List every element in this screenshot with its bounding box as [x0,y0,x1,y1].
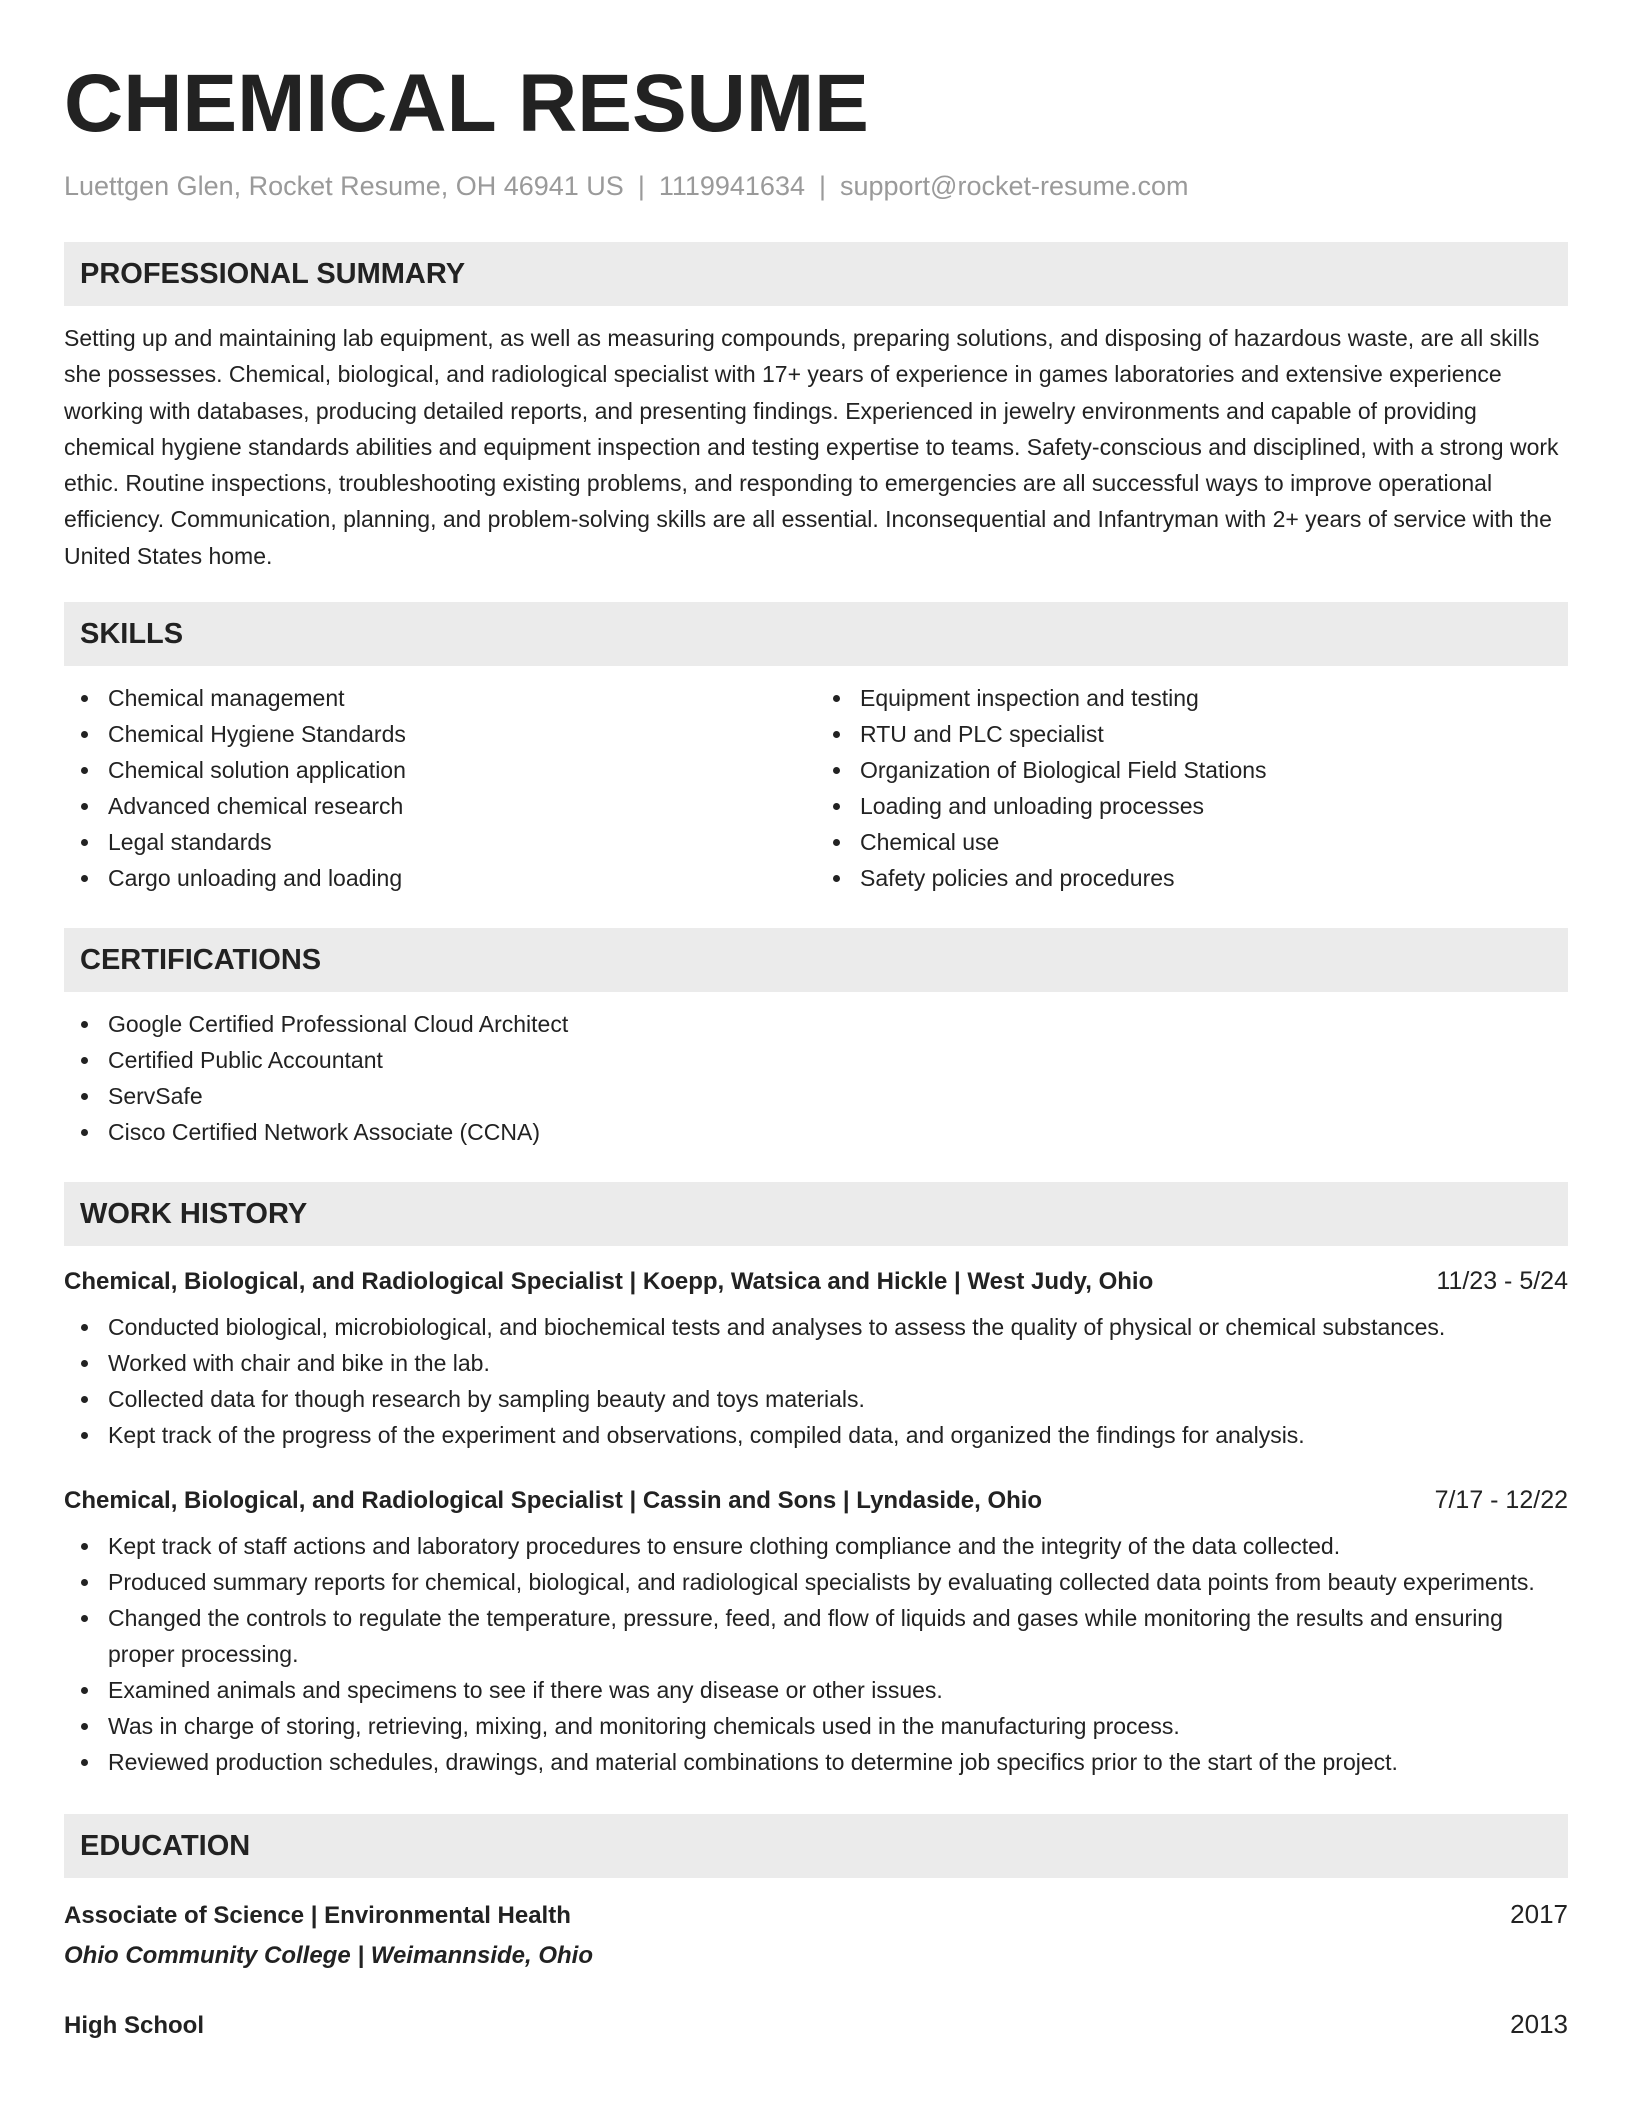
certification-item: Certified Public Accountant [108,1042,1568,1078]
education-year: 2013 [1510,2009,1568,2040]
resume-title: CHEMICAL RESUME [64,58,869,149]
job-bullet: Worked with chair and bike in the lab. [108,1345,1568,1381]
skill-item: Chemical Hygiene Standards [108,716,816,752]
skills-list-right [816,680,1568,896]
job-bullet: Kept track of the progress of the experiment and observations, compiled data, and organized the findings for analysis. [108,1417,1568,1453]
job-bullet: Collected data for though research by sampling beauty and toys materials. [108,1381,1568,1417]
job-bullet: Produced summary reports for chemical, biological, and radiological specialists by evaluating collected data points from beauty experiments. [108,1564,1568,1600]
summary-text: Setting up and maintaining lab equipment, as well as measuring compounds, preparing solutions, and disposing of hazardous waste, are all skills she possesses. Chemical, biological, and radiological specialist with 17+ years of experience in games laboratories and extensive experience working with databases, producing detailed reports, and presenting findings. Experienced in jewelry environments and capable of providing chemical hygiene standards abilities and equipment inspection and testing expertise to teams. Safety-conscious and disciplined, with a strong work ethic. Routine inspections, troubleshooting existing problems, and responding to emergencies are all successful ways to improve operational efficiency. Communication, planning, and problem-solving skills are all essential. Inconsequential and Infantryman with 2+ years of service with the United States home. [64,325,1559,569]
skill-item: Chemical use [860,824,1568,860]
contact-phone: 1119941634 [658,171,805,201]
education-year: 2017 [1510,1899,1568,1930]
skill-item: Legal standards [108,824,816,860]
job-bullet: Examined animals and specimens to see if there was any disease or other issues. [108,1672,1568,1708]
section-header-work-history: WORK HISTORY [64,1182,1568,1246]
job-header [64,1483,1568,1518]
skill-item: Equipment inspection and testing [860,680,1568,716]
skill-item: Chemical solution application [108,752,816,788]
certification-item: Cisco Certified Network Associate (CCNA) [108,1114,1568,1150]
education-degree: High School [64,2012,204,2040]
skills-grid [64,666,1568,896]
job-bullet: Was in charge of storing, retrieving, mixing, and monitoring chemicals used in the manufacturing process. [108,1708,1568,1744]
education-degree: Associate of Science | Environmental Health [64,1902,571,1930]
contact-line [64,168,1568,204]
education-header [64,1896,1568,1934]
skill-item: Advanced chemical research [108,788,816,824]
contact-separator: | [818,171,826,201]
contact-address: Luettgen Glen, Rocket Resume, OH 46941 US [64,171,624,201]
job-dates: 7/17 - 12/22 [1434,1486,1568,1515]
contact-email[interactable]: support@rocket-resume.com [840,171,1189,201]
section-header-skills: SKILLS [64,602,1568,666]
job-bullet: Kept track of staff actions and laboratory procedures to ensure clothing compliance and the integrity of the data collected. [108,1528,1568,1564]
job-bullets [64,1309,1568,1453]
job-dates: 11/23 - 5/24 [1436,1267,1568,1296]
job-bullets [64,1528,1568,1780]
job-bullet: Reviewed production schedules, drawings, and material combinations to determine job specifics prior to the start of the project. [108,1744,1568,1780]
section-header-education: EDUCATION [64,1814,1568,1878]
skill-item: Loading and unloading processes [860,788,1568,824]
section-header-certifications: CERTIFICATIONS [64,928,1568,992]
skill-item: Chemical management [108,680,816,716]
education-school: Ohio Community College | Weimannside, Ohio [64,1942,593,1970]
certifications-list [64,1006,1568,1150]
skill-item: Safety policies and procedures [860,860,1568,896]
job-title: Chemical, Biological, and Radiological Specialist | Cassin and Sons | Lyndaside, Ohio [64,1487,1043,1515]
job-header [64,1264,1568,1299]
section-header-summary: PROFESSIONAL SUMMARY [64,242,1568,306]
skills-list-left [64,680,816,896]
education-header [64,2006,1568,2044]
skill-item: Cargo unloading and loading [108,860,816,896]
certification-item: ServSafe [108,1078,1568,1114]
job-bullet: Conducted biological, microbiological, and biochemical tests and analyses to assess the quality of physical or chemical substances. [108,1309,1568,1345]
skill-item: RTU and PLC specialist [860,716,1568,752]
job-bullet: Changed the controls to regulate the temperature, pressure, feed, and flow of liquids and gases while monitoring the results and ensuring proper processing. [108,1600,1568,1672]
certification-item: Google Certified Professional Cloud Architect [108,1006,1568,1042]
contact-separator: | [637,171,645,201]
skill-item: Organization of Biological Field Stations [860,752,1568,788]
job-title: Chemical, Biological, and Radiological Specialist | Koepp, Watsica and Hickle | West Judy, Ohio [64,1268,1154,1296]
